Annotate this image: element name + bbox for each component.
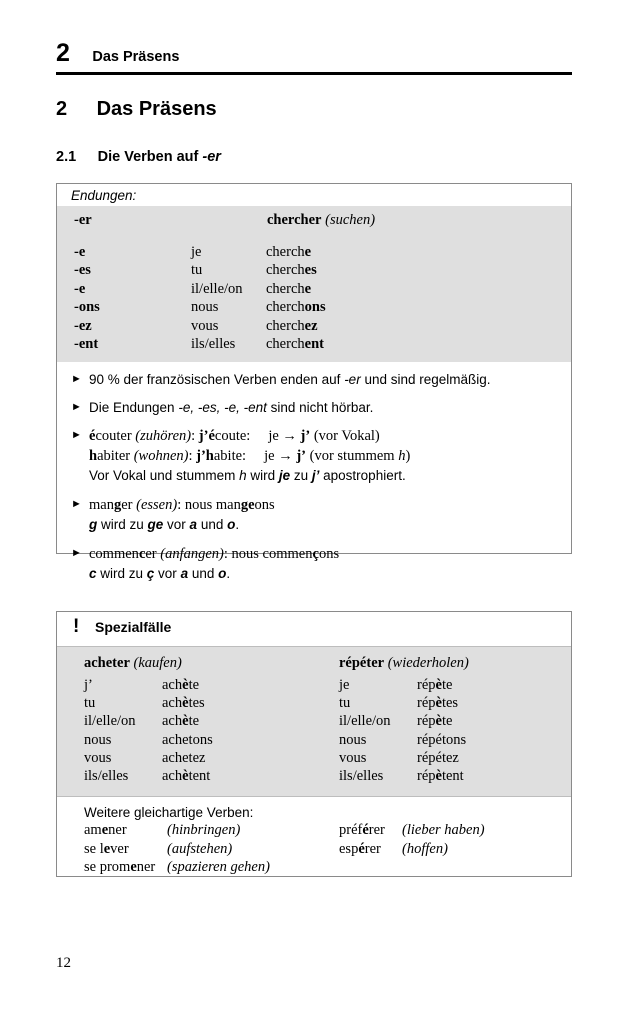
form-part: tes (188, 695, 205, 712)
list-item (57, 495, 571, 535)
note-part: zu (290, 468, 312, 484)
note-part: er (121, 497, 137, 514)
special-verbs-header (57, 651, 571, 677)
conjugation-table-shaded (57, 206, 571, 362)
row-form-left (162, 713, 199, 730)
more-verb-left (84, 822, 127, 839)
more-translation-left (167, 822, 240, 839)
row-form-stem: cherch (266, 299, 305, 316)
more-verb-left (84, 859, 155, 876)
note-bold-italic: a (180, 566, 189, 582)
row-form-suffix: ons (304, 299, 326, 316)
running-head (56, 38, 572, 70)
note-part: couter (95, 428, 132, 445)
more-verb-right (339, 822, 385, 839)
spezialfaelle-header (57, 612, 571, 646)
row-form (266, 299, 326, 316)
row-ending: -ez (74, 317, 92, 334)
note-part: je (268, 428, 283, 445)
form-part: ach (162, 767, 183, 784)
form-part: te (188, 713, 200, 730)
form-accent: è (435, 713, 442, 730)
note-text (89, 564, 561, 584)
row-form-suffix: ent (304, 335, 324, 352)
note-bold: j’ (296, 448, 306, 465)
note-part: und (197, 517, 228, 533)
row-pronoun: ils/elles (191, 335, 236, 352)
note-part: abiter (97, 448, 131, 465)
row-pronoun-right: ils/elles (339, 767, 384, 784)
list-item (57, 398, 571, 417)
section-title-italic: -er (202, 149, 221, 165)
translation-text: (aufstehen) (167, 840, 233, 857)
row-ending: -ons (74, 299, 100, 316)
note-bold-italic: j’ (311, 468, 320, 484)
row-pronoun-left: ils/elles (84, 767, 129, 784)
arrow-right-icon: → (278, 448, 293, 465)
verb-part: rer (364, 840, 381, 857)
row-form-suffix: e (304, 280, 312, 297)
form-part: te (188, 677, 200, 693)
verb-accent: é (358, 840, 365, 857)
note-part: vor (163, 517, 190, 533)
more-verb-right (339, 841, 381, 858)
header-infinitive-word: chercher (267, 212, 322, 228)
running-head-title: Das Präsens (92, 49, 180, 65)
row-pronoun-right: nous (339, 731, 367, 748)
row-ending: -e (74, 280, 86, 297)
row-form-suffix: ez (304, 317, 318, 334)
table-row (57, 859, 571, 877)
form-accent: è (182, 695, 189, 712)
table-row (57, 732, 571, 750)
note-text (89, 515, 561, 535)
row-pronoun-right: vous (339, 749, 367, 766)
verb-accent: e (101, 822, 109, 839)
note-bold: c (138, 546, 146, 563)
note-bold-italic: je (278, 468, 291, 484)
note-text: écouter (zuhören): j’écoute: je → j’ (vor Vokal) (89, 428, 380, 445)
note-bold: ç (312, 546, 319, 563)
row-form-right (417, 677, 452, 694)
chapter-heading (56, 98, 572, 121)
more-translation-right (402, 822, 485, 839)
more-translation-left (167, 841, 232, 858)
note-part: vor (154, 566, 181, 582)
note-part: wird zu (97, 517, 148, 533)
verb-part: rer (368, 822, 385, 839)
row-pronoun-left: il/elle/on (84, 713, 136, 730)
form-part: ach (162, 731, 183, 748)
row-pronoun-left: nous (84, 731, 112, 748)
conjugation-table-header (57, 212, 571, 244)
row-form-right (417, 732, 466, 749)
table-row (57, 695, 571, 713)
row-form-right (417, 750, 459, 767)
form-part: rép (417, 695, 436, 712)
infinitive-word: répéter (339, 655, 385, 671)
header-ending: -er (74, 212, 92, 228)
note-part: und sind regelmäßig. (360, 372, 491, 388)
exclamation-icon: ! (73, 616, 80, 637)
row-ending: -ent (74, 335, 99, 352)
section-heading (56, 148, 572, 166)
verb-accent: é (362, 822, 369, 839)
form-accent: è (435, 767, 442, 784)
form-part: etons (182, 731, 213, 748)
triangle-bullet-icon: ► (71, 373, 82, 386)
verb-part: préf (339, 822, 363, 839)
row-form-right (417, 713, 452, 730)
row-pronoun-right: je (339, 677, 350, 693)
note-part: abite: (213, 448, 247, 465)
row-pronoun: il/elle/on (191, 280, 243, 297)
form-part: tent (188, 767, 211, 784)
row-form-left (162, 732, 213, 749)
note-bold: j’h (196, 448, 214, 465)
form-part: etez (182, 749, 206, 766)
note-bold-italic: o (218, 566, 227, 582)
form-accent: è (182, 677, 189, 693)
note-part: man (89, 497, 114, 514)
note-italic: (wohnen) (133, 448, 189, 465)
note-part: commen (89, 546, 139, 563)
translation-text: (hoffen) (402, 840, 448, 857)
form-part: rép (417, 749, 436, 766)
form-part: ach (162, 713, 183, 730)
row-form-left (162, 677, 199, 694)
row-form-left (162, 768, 210, 785)
note-bold-italic: c (89, 566, 97, 582)
form-accent: è (182, 713, 189, 730)
note-bold-italic: o (227, 517, 236, 533)
row-ending: -e (74, 244, 86, 260)
row-pronoun: je (191, 244, 202, 260)
row-form-left (162, 750, 205, 767)
page-number: 12 (56, 955, 71, 971)
note-part: coute: (214, 428, 251, 445)
note-part: Vor Vokal und stummem (89, 468, 240, 484)
table-row (57, 822, 571, 840)
note-part: . (235, 517, 240, 533)
chapter-number: 2 (56, 98, 68, 120)
verb-part: ner (108, 822, 127, 839)
note-text (89, 370, 561, 389)
note-bold: j’é (198, 428, 215, 445)
list-item (57, 544, 571, 584)
note-italic: (zuhören) (135, 428, 192, 445)
triangle-bullet-icon: ► (71, 547, 82, 560)
special-verbs-table-shaded (57, 646, 571, 796)
row-form-suffix: e (304, 244, 312, 260)
note-bold: h (89, 448, 98, 465)
table-row (57, 677, 571, 695)
form-accent: è (182, 767, 189, 784)
table-row (57, 281, 571, 299)
spezialfaelle-box (56, 611, 572, 877)
verb-part: se l (84, 840, 104, 857)
form-part: étez (435, 749, 459, 766)
form-part: ach (162, 695, 183, 712)
header-infinitive (267, 212, 375, 229)
header-infinitive-translation: (suchen) (325, 212, 376, 228)
form-part: rép (417, 767, 436, 784)
note-italic: h (398, 448, 406, 465)
note-part: (vor stummem (309, 448, 399, 465)
verb-accent: e (130, 858, 137, 875)
note-italic: -e, -es, -e, -ent (178, 400, 267, 416)
row-form-right (417, 768, 464, 785)
note-bold-italic: ge (147, 517, 164, 533)
list-item (57, 370, 571, 389)
table-row (57, 768, 571, 786)
triangle-bullet-icon: ► (71, 401, 82, 414)
list-item (57, 426, 571, 486)
verb-part: esp (339, 840, 359, 857)
translation-text: (lieber haben) (402, 822, 485, 839)
note-part: (vor Vokal) (313, 428, 380, 445)
row-form-right (417, 695, 458, 712)
more-verbs-section (57, 796, 571, 885)
note-italic: (essen) (136, 497, 178, 514)
table-row (57, 336, 571, 354)
form-part: te (441, 677, 453, 693)
verb-accent: e (103, 840, 111, 857)
row-form (266, 262, 317, 279)
infinitive-translation: (wiederholen) (387, 655, 469, 671)
section-title (98, 149, 221, 165)
table-row (57, 299, 571, 317)
table-row (57, 841, 571, 859)
note-text (89, 495, 561, 515)
infinitive-translation: (kaufen) (133, 655, 182, 671)
note-bold: g (113, 497, 122, 514)
note-italic: (anfangen) (160, 546, 224, 563)
form-part: tes (441, 695, 459, 712)
note-part: : nous man (177, 497, 241, 514)
note-part: wird (246, 468, 279, 484)
more-verbs-title: Weitere gleichartige Verben: (84, 805, 254, 821)
form-part: rép (417, 677, 436, 693)
row-form (266, 318, 318, 335)
running-head-number: 2 (56, 39, 70, 67)
note-italic: -er (344, 372, 361, 388)
verb-part: ner (136, 858, 156, 875)
table-row (57, 750, 571, 768)
translation-text: (hinbringen) (167, 822, 241, 839)
spezialfaelle-title: Spezialfälle (95, 619, 172, 635)
note-part: Die Endungen (89, 400, 179, 416)
form-part: te (441, 713, 453, 730)
note-text (89, 544, 561, 564)
note-part: : nous commen (223, 546, 313, 563)
form-part: rép (417, 731, 436, 748)
note-part: und (188, 566, 219, 582)
row-form-stem: cherch (266, 262, 305, 279)
running-head-rule (56, 72, 572, 75)
row-form-left (162, 695, 205, 712)
note-bold: j’ (300, 428, 311, 445)
more-verb-left (84, 841, 129, 858)
row-ending: -es (74, 262, 91, 279)
row-form-stem: cherch (266, 317, 305, 334)
row-form-stem: cherch (266, 280, 305, 297)
special-verb-infinitive-right (339, 655, 469, 672)
translation-text: (spazieren gehen) (167, 858, 270, 875)
note-part: 90 % der französischen Verben enden auf (89, 372, 345, 388)
more-translation-right (402, 841, 448, 858)
row-form (266, 244, 311, 261)
note-text: habiter (wohnen): j’habite: je → j’ (vor stummem h) (89, 448, 411, 465)
row-pronoun-left: tu (84, 695, 96, 712)
row-pronoun-left: vous (84, 749, 112, 766)
note-part: wird zu (96, 566, 147, 582)
form-part: tent (441, 767, 464, 784)
row-pronoun: tu (191, 262, 203, 279)
table-row (57, 262, 571, 280)
row-pronoun: vous (191, 317, 219, 334)
note-bold-italic: a (189, 517, 198, 533)
infinitive-word: acheter (84, 655, 130, 671)
row-pronoun: nous (191, 299, 219, 316)
row-form (266, 336, 324, 353)
row-form-stem: cherch (266, 335, 305, 352)
table-row (57, 244, 571, 262)
note-text (89, 398, 561, 417)
row-pronoun-left: j’ (84, 677, 93, 693)
note-bold-italic: g (89, 517, 98, 533)
table-row (57, 713, 571, 731)
note-part: sind nicht hörbar. (266, 400, 374, 416)
note-part: ons (254, 497, 275, 514)
note-part: ons (318, 546, 340, 563)
section-title-prefix: Die Verben auf (97, 149, 203, 165)
row-pronoun-right: tu (339, 695, 351, 712)
arrow-right-icon: → (282, 428, 297, 445)
verb-part: am (84, 822, 102, 839)
form-part: étons (435, 731, 467, 748)
note-bold-italic: ç (146, 566, 155, 582)
triangle-bullet-icon: ► (71, 498, 82, 511)
form-part: ach (162, 677, 183, 693)
chapter-title: Das Präsens (96, 98, 217, 120)
triangle-bullet-icon: ► (71, 429, 82, 442)
form-accent: è (435, 677, 442, 693)
note-italic: h (239, 468, 247, 484)
note-part: er (145, 546, 161, 563)
notes-list (57, 362, 571, 599)
row-form-stem: cherch (266, 244, 305, 260)
endungen-box (56, 183, 572, 582)
note-part: ) (405, 448, 411, 465)
row-form (266, 281, 311, 298)
verb-part: ver (110, 840, 129, 857)
note-bold: ge (240, 497, 255, 514)
note-part: . (226, 566, 231, 582)
row-pronoun-right: il/elle/on (339, 713, 391, 730)
verb-part: se prom (84, 858, 131, 875)
table-row (57, 318, 571, 336)
form-part: ach (162, 749, 183, 766)
note-part: je (264, 448, 279, 465)
more-translation-left (167, 859, 270, 876)
endungen-label: Endungen: (71, 188, 137, 203)
form-part: rép (417, 713, 436, 730)
special-verb-infinitive-left (84, 655, 182, 672)
section-number: 2.1 (56, 149, 77, 165)
note-bold: é (89, 428, 96, 445)
form-accent: è (435, 695, 442, 712)
row-form-suffix: es (304, 262, 317, 279)
note-text (89, 466, 561, 486)
note-part: apostrophiert. (319, 468, 406, 484)
